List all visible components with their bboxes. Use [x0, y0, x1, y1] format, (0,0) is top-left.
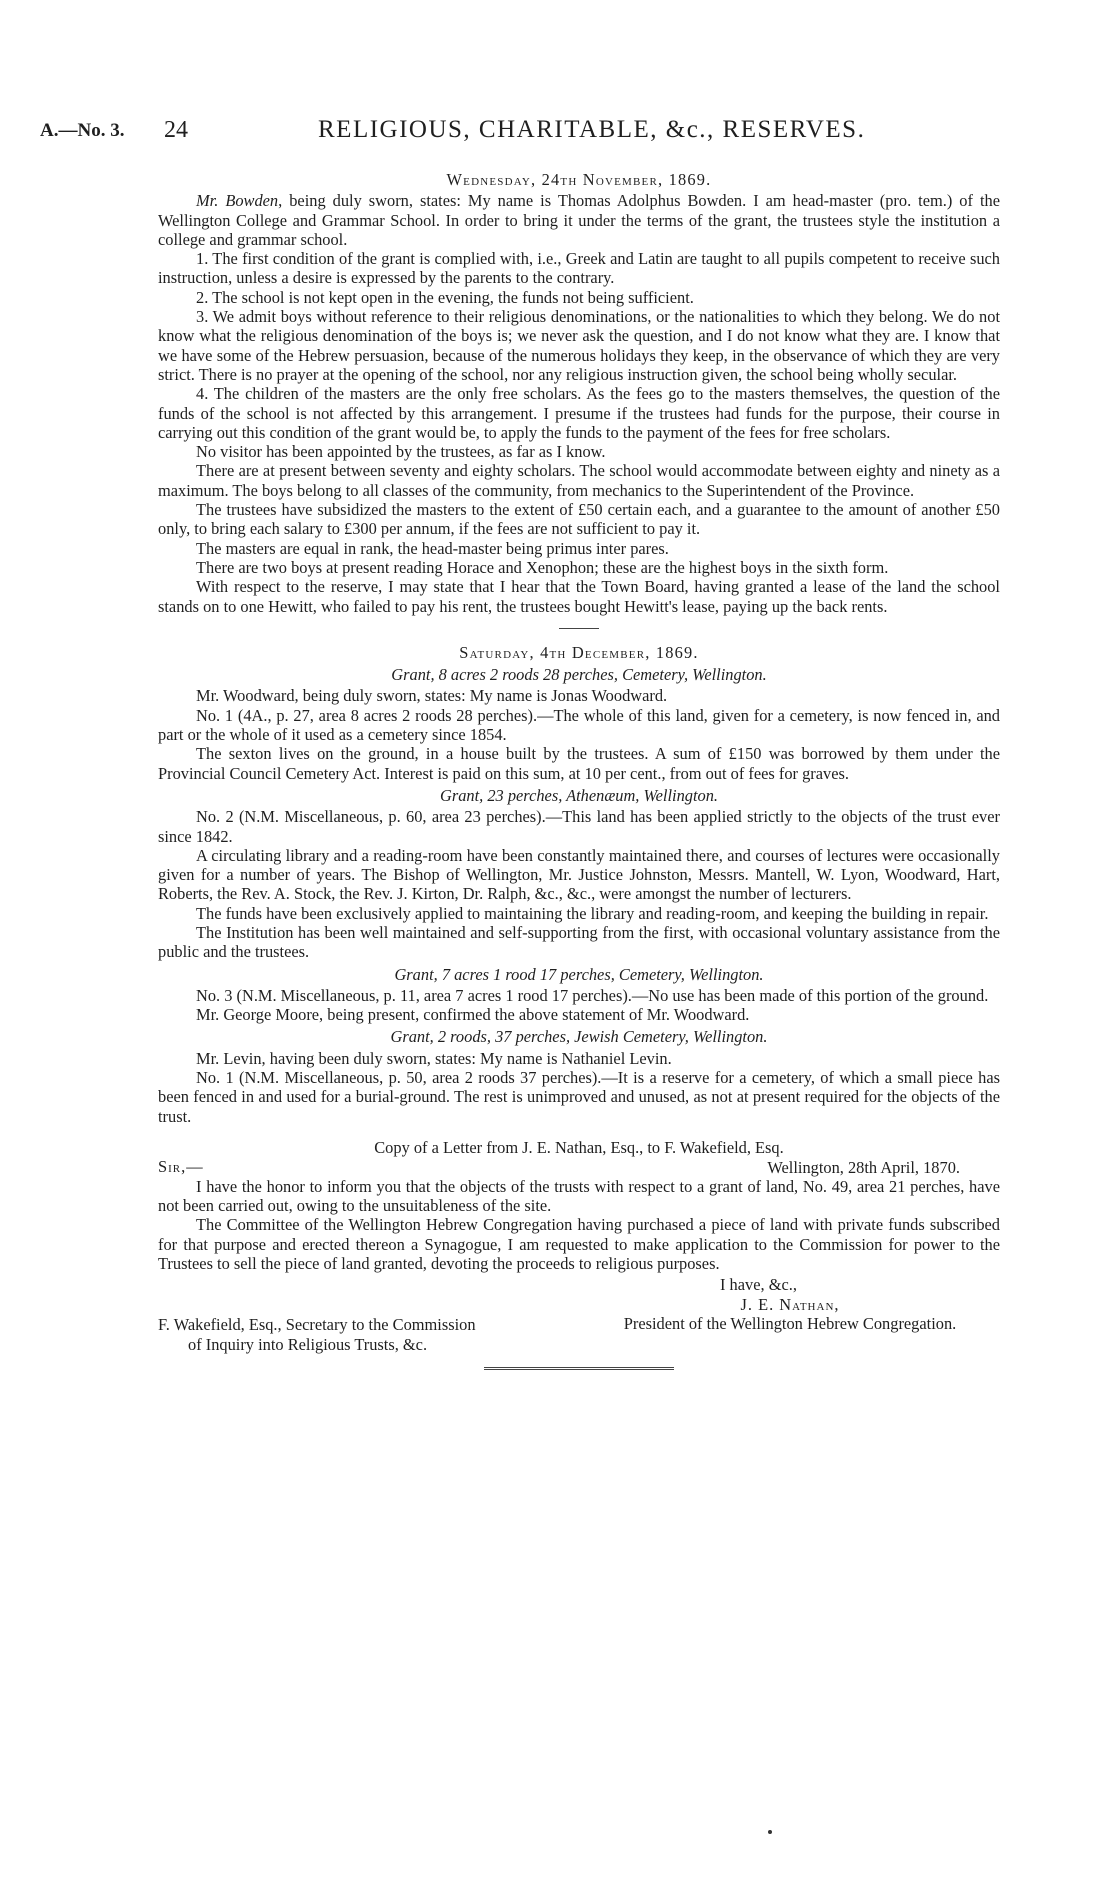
paragraph: No. 3 (N.M. Miscellaneous, p. 11, area 7 acres 1 rood 17 perches).—No use has been made of this portion of the ground.	[196, 985, 989, 1005]
addressee-line2: of Inquiry into Religious Trusts, &c.	[188, 1334, 428, 1354]
page-number: 24	[164, 117, 188, 143]
paragraph: I have the honor to inform you that the objects of the trusts with respect to a grant of land, No. 49, area 21 perches, have not been carried out, owing to the unsuitableness of the site.	[158, 1176, 1000, 1216]
signer-name: J. E. Nathan,	[740, 1294, 840, 1314]
paragraph: 1. The first condition of the grant is complied with, i.e., Greek and Latin are taught to all pupils competent to receive such instruction, unless a desire is expressed by the parents to the contrary.	[158, 249, 1000, 288]
series-number: A.—No. 3.	[40, 120, 125, 141]
paragraph: Mr. Woodward, being duly sworn, states: My name is Jonas Woodward.	[196, 686, 668, 706]
paragraph: No. 1 (4A., p. 27, area 8 acres 2 roods 28 perches).—The whole of this land, given for a cemetery, is now fenced in, and part or the whole of it used as a cemetery since 1854.	[158, 705, 1000, 745]
print-mark	[768, 1830, 772, 1834]
letter-paragraphs	[158, 1177, 1000, 1273]
section1-paragraphs	[158, 249, 1000, 616]
letter-salutation: Sir,—	[158, 1157, 204, 1177]
page-title: RELIGIOUS, CHARITABLE, &c., RESERVES.	[318, 116, 866, 143]
paragraph: The sexton lives on the ground, in a house built by the trustees. A sum of £150 was borrowed by them under the Provincial Council Cemetery Act. Interest is paid on this sum, at 10 per cent., from out of fees for graves.	[158, 744, 1000, 783]
page-header	[40, 116, 1000, 150]
end-rule	[484, 1367, 674, 1370]
grant1-heading: Grant, 8 acres 2 roods 28 perches, Cemetery, Wellington.	[391, 665, 767, 685]
paragraph: No. 2 (N.M. Miscellaneous, p. 60, area 23 perches).—This land has been applied strictly to the objects of the trust ever since 1842.	[158, 807, 1000, 846]
paragraph: The masters are equal in rank, the head-master being primus inter pares.	[196, 538, 669, 558]
paragraph: Mr. George Moore, being present, confirmed the above statement of Mr. Woodward.	[196, 1005, 750, 1025]
section1-intro	[158, 191, 1000, 249]
signer-block	[580, 1275, 1000, 1333]
letter-heading: Copy of a Letter from J. E. Nathan, Esq., to F. Wakefield, Esq.	[374, 1137, 784, 1157]
paragraph: The Institution has been well maintained and self-supporting from the first, with occasional voluntary assistance from the public and the trustees.	[158, 922, 1000, 962]
section2-date: Saturday, 4th December, 1869.	[459, 642, 699, 662]
paragraph: No. 1 (N.M. Miscellaneous, p. 50, area 2 roods 37 perches).—It is a reserve for a cemetery, of which a small piece has been fenced in and used for a burial-ground. The rest is unimproved and unused, as not at present required for the objects of the trust.	[158, 1068, 1000, 1126]
paragraph: There are two boys at present reading Horace and Xenophon; these are the highest boys in the sixth form.	[196, 557, 889, 577]
paragraph: The funds have been exclusively applied to maintaining the library and reading-room, and keeping the building in repair.	[196, 903, 989, 923]
witness-name: Mr. Bowden	[196, 191, 279, 211]
paragraph: No visitor has been appointed by the trustees, as far as I know.	[196, 442, 606, 462]
paragraph: 4. The children of the masters are the only free scholars. As the fees go to the masters themselves, the question of the funds of the school is not affected by this arrangement. I presume if the trustees had funds for the purpose, their course in carrying out this condition of the grant would be, to apply the funds to the payment of the fees for free scholars.	[158, 384, 1000, 442]
grant2-heading: Grant, 23 perches, Athenæum, Wellington.	[439, 785, 718, 805]
paragraph: The Committee of the Wellington Hebrew Congregation having purchased a piece of land with private funds subscribed for that purpose and erected thereon a Synagogue, I am requested to make application to the Commission for power to the Trustees to sell the piece of land granted, devoting the proceeds to religious purposes.	[158, 1215, 1000, 1274]
paragraph: With respect to the reserve, I may state that I hear that the Town Board, having granted a lease of the land the school stands on to one Hewitt, who failed to pay his rent, the trustees bought Hewitt's lease, paying up the back rents.	[158, 577, 1000, 616]
grant3-paragraphs	[158, 986, 1000, 1025]
paragraph: 3. We admit boys without reference to their religious denominations, or the nationalities to which they belong. We do not know what the religious denomination of the boys is; we never ask the question, and I do not know what they are. I know that we have some of the Hebrew persuasion, because of the numerous holidays they keep, in the observance of which they are very strict. There is no prayer at the opening of the school, nor any religious instruction given, the school being wholly secular.	[158, 307, 1000, 384]
paragraph: Mr. Levin, having been duly sworn, states: My name is Nathaniel Levin.	[196, 1048, 672, 1068]
letter-date: Wellington, 28th April, 1870.	[767, 1157, 960, 1177]
section-divider	[559, 628, 599, 629]
paragraph: 2. The school is not kept open in the evening, the funds not being sufficient.	[196, 287, 694, 307]
grant1-paragraphs	[158, 686, 1000, 782]
grant4-paragraphs	[158, 1049, 1000, 1126]
grant4-heading: Grant, 2 roods, 37 perches, Jewish Cemetery, Wellington.	[390, 1027, 768, 1047]
letter-closing: I have, &c.,	[720, 1275, 797, 1295]
signature-block	[158, 1275, 1000, 1355]
document-body	[158, 170, 1000, 1370]
grant3-heading: Grant, 7 acres 1 rood 17 perches, Cemetery, Wellington.	[394, 964, 764, 984]
paragraph: There are at present between seventy and eighty scholars. The school would accommodate between eighty and ninety as a maximum. The boys belong to all classes of the community, from mechanics to the Superintendent of the Province.	[158, 461, 1000, 500]
paragraph: A circulating library and a reading-room have been constantly maintained there, and courses of lectures were occasionally given for a number of years. The Bishop of Wellington, Mr. Justice Johnston, Messrs. Mantell, W. Lyon, Woodward, Hart, Roberts, the Rev. A. Stock, the Rev. J. Kirton, Dr. Ralph, &c., &c., were amongst the number of lecturers.	[158, 845, 1000, 904]
grant2-paragraphs	[158, 807, 1000, 961]
signer-title: President of the Wellington Hebrew Congregation.	[623, 1313, 957, 1333]
section1-date: Wednesday, 24th November, 1869.	[446, 170, 712, 189]
addressee-line1: F. Wakefield, Esq., Secretary to the Commission	[158, 1315, 476, 1335]
paragraph: The trustees have subsidized the masters to the extent of £50 certain each, and a guarantee to the amount of another £50 only, to bring each salary to £300 per annum, if the fees are not sufficient to pay it.	[158, 500, 1000, 539]
intro-text: , being duly sworn, states: My name is Thomas Adolphus Bowden. I am head-master (pro. tem.) of the Wellington College and Grammar School. In order to bring it under the terms of the grant, the trustees style the institution a college and grammar school.	[158, 191, 1000, 249]
addressee-block	[158, 1315, 476, 1354]
